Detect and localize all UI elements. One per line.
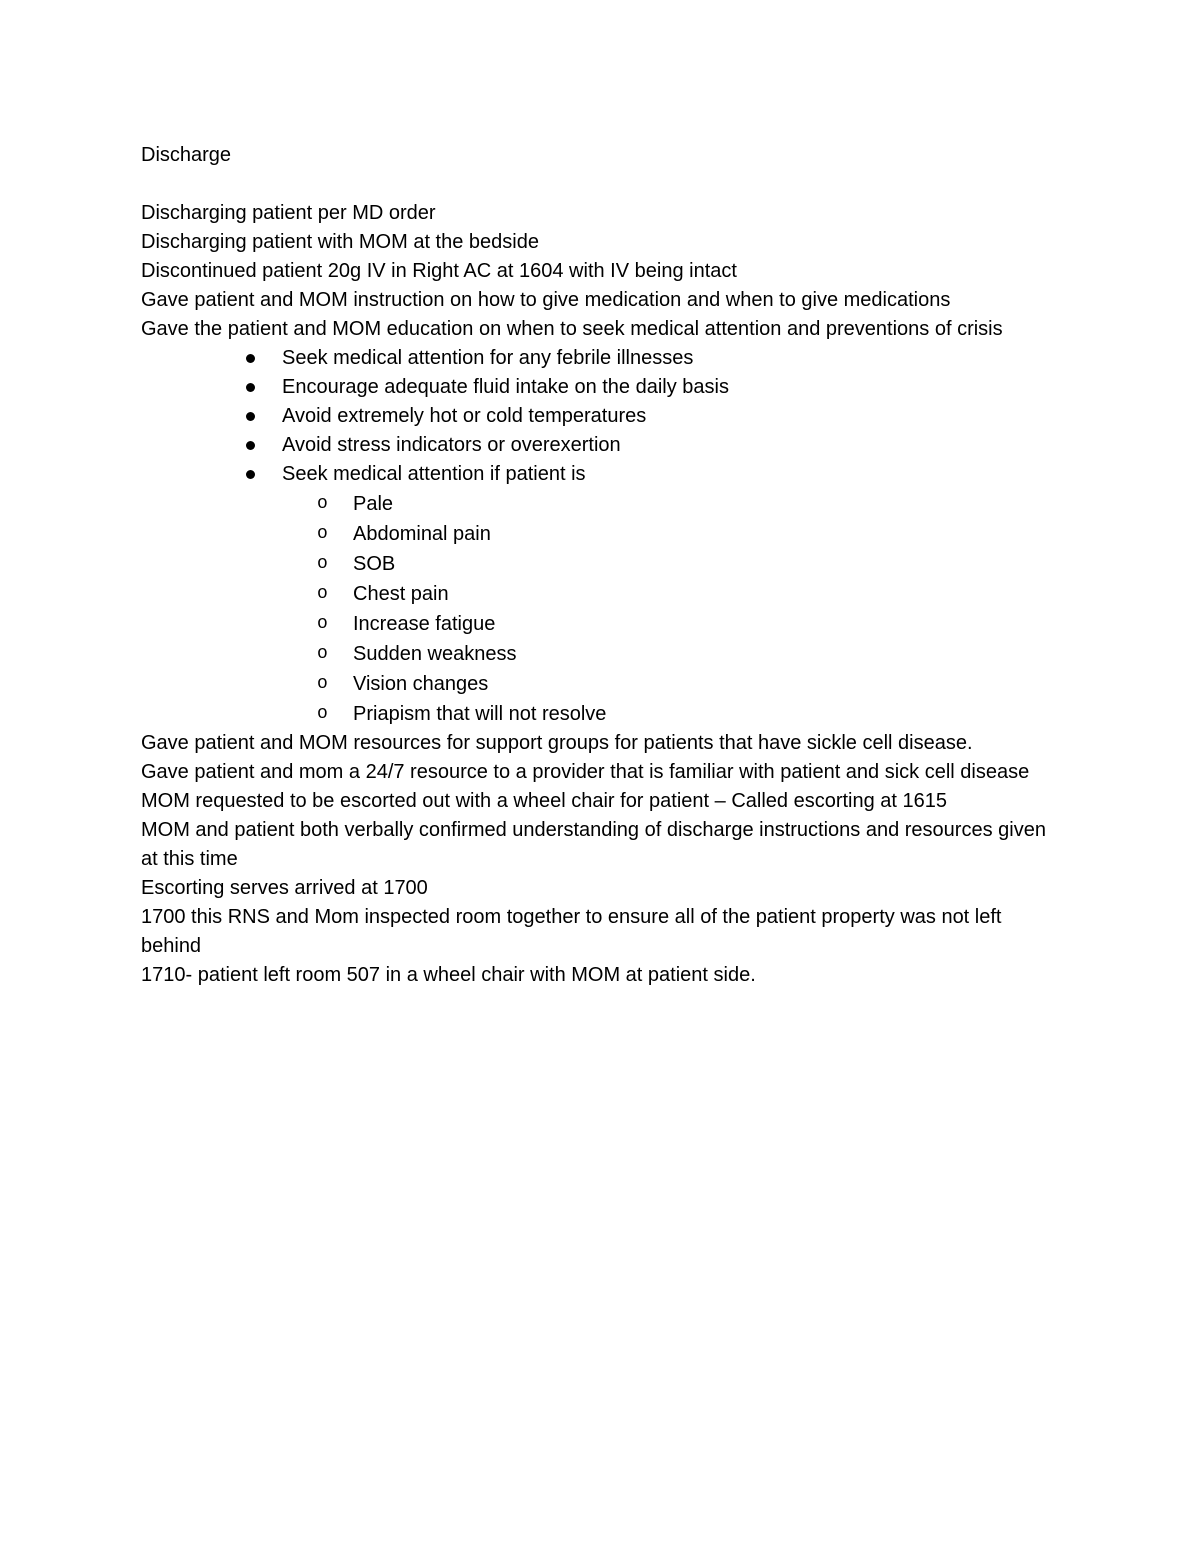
hollow-circle-icon: o: [317, 554, 328, 574]
bullet-icon: [246, 354, 255, 363]
bullet-icon: [246, 441, 255, 450]
sub-bullet-item: [317, 489, 1056, 519]
sub-bullet-text: SOB: [353, 553, 396, 575]
sub-bullet-text: Pale: [353, 493, 394, 515]
paragraph: 1710- patient left room 507 in a wheel chair with MOM at patient side.: [141, 964, 756, 986]
document-body: [141, 141, 1056, 990]
bullet-text: Avoid extremely hot or cold temperatures: [282, 405, 647, 427]
bullet-item: [282, 373, 1056, 402]
paragraph: MOM requested to be escorted out with a wheel chair for patient – Called escorting at 1615: [141, 790, 948, 812]
sub-bullet-item: [317, 699, 1056, 729]
sub-bullet-text: Priapism that will not resolve: [353, 703, 607, 725]
paragraph: Gave the patient and MOM education on when to seek medical attention and preventions of crisis: [141, 318, 1003, 340]
hollow-circle-icon: o: [317, 584, 328, 604]
sub-bullet-text: Increase fatigue: [353, 613, 496, 635]
paragraph: MOM and patient both verbally confirmed understanding of discharge instructions and resources given at this time: [141, 819, 1046, 870]
hollow-circle-icon: o: [317, 524, 328, 544]
hollow-circle-icon: o: [317, 494, 328, 514]
bullet-icon: [246, 412, 255, 421]
bullet-item: [282, 460, 1056, 729]
paragraph: Discharging patient with MOM at the bedside: [141, 231, 539, 253]
paragraph: Gave patient and MOM instruction on how to give medication and when to give medications: [141, 289, 951, 311]
hollow-circle-icon: o: [317, 614, 328, 634]
bullet-text: Avoid stress indicators or overexertion: [282, 434, 621, 456]
bullet-list: [141, 344, 1056, 729]
blank-line: [141, 170, 1056, 199]
sub-bullet-item: [317, 639, 1056, 669]
hollow-circle-icon: o: [317, 674, 328, 694]
sub-bullet-item: [317, 519, 1056, 549]
hollow-circle-icon: o: [317, 644, 328, 664]
sub-bullet-text: Abdominal pain: [353, 523, 491, 545]
sub-bullet-text: Sudden weakness: [353, 643, 517, 665]
paragraph: Discontinued patient 20g IV in Right AC at 1604 with IV being intact: [141, 260, 737, 282]
bullet-text: Seek medical attention for any febrile illnesses: [282, 347, 694, 369]
paragraph: Gave patient and mom a 24/7 resource to a provider that is familiar with patient and sick cell disease: [141, 761, 1030, 783]
sub-bullet-item: [317, 579, 1056, 609]
sub-bullet-text: Vision changes: [353, 673, 489, 695]
bullet-item: [282, 344, 1056, 373]
document-title: Discharge: [141, 144, 232, 166]
bullet-item: [282, 431, 1056, 460]
paragraph: Discharging patient per MD order: [141, 202, 436, 224]
bullet-text: Seek medical attention if patient is: [282, 463, 586, 485]
paragraph: Gave patient and MOM resources for support groups for patients that have sickle cell disease.: [141, 732, 973, 754]
paragraph: Escorting serves arrived at 1700: [141, 877, 428, 899]
bullet-text: Encourage adequate fluid intake on the daily basis: [282, 376, 729, 398]
bullet-icon: [246, 470, 255, 479]
sub-bullet-text: Chest pain: [353, 583, 449, 605]
hollow-circle-icon: o: [317, 704, 328, 724]
paragraph: 1700 this RNS and Mom inspected room together to ensure all of the patient property was not left behind: [141, 906, 1002, 957]
sub-bullet-item: [317, 609, 1056, 639]
sub-bullet-list: [282, 489, 1056, 729]
sub-bullet-item: [317, 669, 1056, 699]
bullet-item: [282, 402, 1056, 431]
bullet-icon: [246, 383, 255, 392]
sub-bullet-item: [317, 549, 1056, 579]
